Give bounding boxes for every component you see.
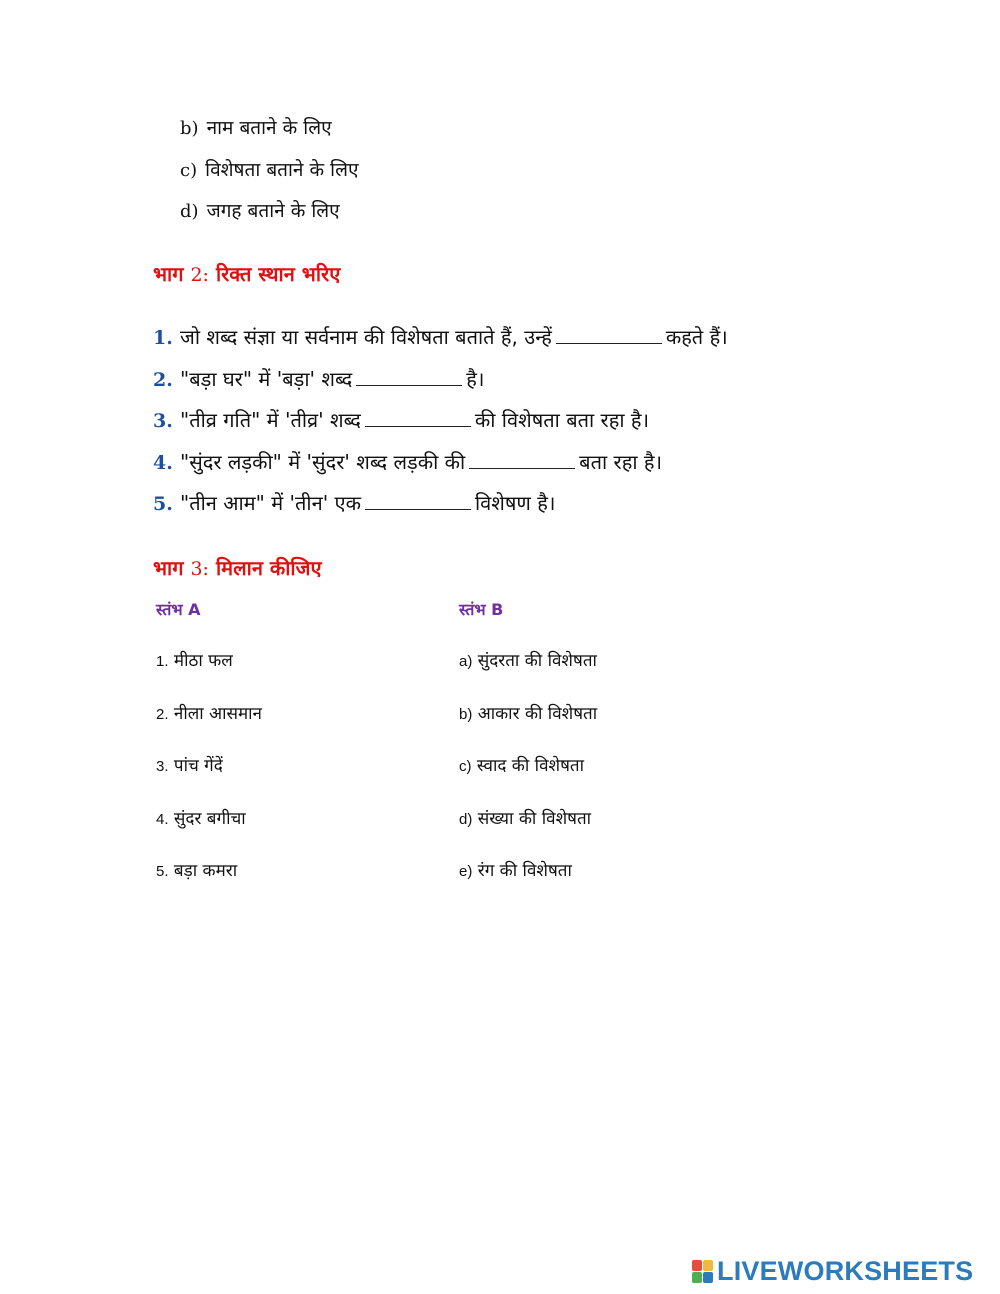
option-text: विशेषता बताने के लिए — [205, 158, 359, 181]
item-index: 2. — [156, 705, 169, 723]
question-text-before: "बड़ा घर" में 'बड़ा' शब्द — [180, 366, 353, 391]
column-a-item[interactable] — [156, 700, 262, 753]
item-text: संख्या की विशेषता — [477, 808, 592, 829]
option-letter: b) — [180, 118, 199, 139]
answer-blank[interactable] — [356, 367, 462, 386]
part2-label: भाग — [153, 262, 184, 286]
item-text: आकार की विशेषता — [477, 703, 598, 724]
option-letter: c) — [180, 159, 198, 181]
question-number: 5. — [153, 493, 173, 515]
column-b — [459, 647, 597, 910]
item-text: रंग की विशेषता — [477, 861, 572, 881]
item-index: 3. — [156, 758, 169, 775]
answer-blank[interactable] — [365, 408, 471, 427]
item-text: पांच गेंदें — [173, 756, 223, 776]
column-b-item[interactable] — [459, 647, 597, 700]
part3-title: मिलान कीजिए — [215, 556, 322, 580]
part2-heading — [153, 260, 340, 287]
column-b-heading: स्तंभ B — [459, 600, 504, 619]
item-text: मीठा फल — [173, 651, 233, 671]
part3-heading — [153, 554, 322, 581]
item-text: सुंदर बगीचा — [173, 808, 246, 829]
question-number: 3. — [153, 410, 173, 432]
column-b-item[interactable] — [459, 805, 597, 858]
liveworksheets-logo-icon — [692, 1260, 714, 1284]
item-index: e) — [459, 863, 473, 880]
part3-label: भाग — [153, 556, 184, 580]
part3-number: 3: — [190, 558, 209, 580]
item-index: 1. — [156, 653, 169, 670]
item-text: स्वाद की विशेषता — [476, 756, 585, 776]
question-text-after: विशेषण है। — [474, 491, 556, 515]
question-text-before: "सुंदर लड़की" में 'सुंदर' शब्द लड़की की — [180, 449, 466, 474]
liveworksheets-logo-text: LIVEWORKSHEETS — [717, 1256, 974, 1286]
question-text-before: "तीव्र गति" में 'तीव्र' शब्द — [180, 408, 361, 432]
column-b-item[interactable] — [459, 752, 597, 805]
quiz-options — [180, 114, 358, 239]
fill-item-5 — [153, 487, 873, 529]
liveworksheets-logo[interactable] — [692, 1256, 973, 1287]
item-index: a) — [459, 653, 473, 670]
item-index: b) — [459, 705, 473, 723]
question-text-before: जो शब्द संज्ञा या सर्वनाम की विशेषता बताते हैं, उन्हें — [180, 325, 552, 349]
answer-blank[interactable] — [469, 450, 575, 469]
part2-number: 2: — [190, 264, 209, 286]
column-b-item[interactable] — [459, 700, 597, 753]
column-a-item[interactable] — [156, 647, 262, 700]
item-text: बड़ा कमरा — [173, 861, 238, 881]
part2-title: रिक्त स्थान भरिए — [215, 262, 341, 286]
item-index: 5. — [156, 863, 169, 880]
item-index: d) — [459, 810, 473, 828]
column-a-item[interactable] — [156, 857, 262, 910]
fill-item-3 — [153, 404, 873, 446]
item-index: c) — [459, 758, 472, 775]
fill-item-1 — [153, 321, 873, 363]
column-a-item[interactable] — [156, 752, 262, 805]
option-b[interactable] — [180, 114, 358, 156]
item-index: 4. — [156, 810, 169, 828]
fill-in-blanks-list — [153, 321, 873, 529]
item-text: नीला आसमान — [173, 703, 262, 724]
question-text-after: कहते हैं। — [665, 325, 728, 349]
option-d[interactable] — [180, 197, 358, 239]
fill-item-2 — [153, 363, 873, 405]
question-text-after: बता रहा है। — [579, 449, 663, 474]
fill-item-4 — [153, 446, 873, 488]
question-number: 4. — [153, 451, 173, 474]
column-b-item[interactable] — [459, 857, 597, 910]
column-a — [156, 647, 262, 910]
question-text-after: है। — [466, 366, 485, 391]
option-letter: d) — [180, 201, 199, 222]
answer-blank[interactable] — [556, 325, 662, 344]
option-text: जगह बताने के लिए — [206, 200, 340, 222]
column-a-heading: स्तंभ A — [156, 600, 201, 619]
question-number: 2. — [153, 368, 173, 391]
question-text-after: की विशेषता बता रहा है। — [474, 408, 650, 432]
option-c[interactable] — [180, 156, 358, 198]
option-text: नाम बताने के लिए — [206, 117, 332, 139]
question-number: 1. — [153, 327, 173, 349]
answer-blank[interactable] — [365, 491, 471, 510]
item-text: सुंदरता की विशेषता — [477, 651, 597, 671]
column-a-item[interactable] — [156, 805, 262, 858]
question-text-before: "तीन आम" में 'तीन' एक — [180, 491, 361, 515]
